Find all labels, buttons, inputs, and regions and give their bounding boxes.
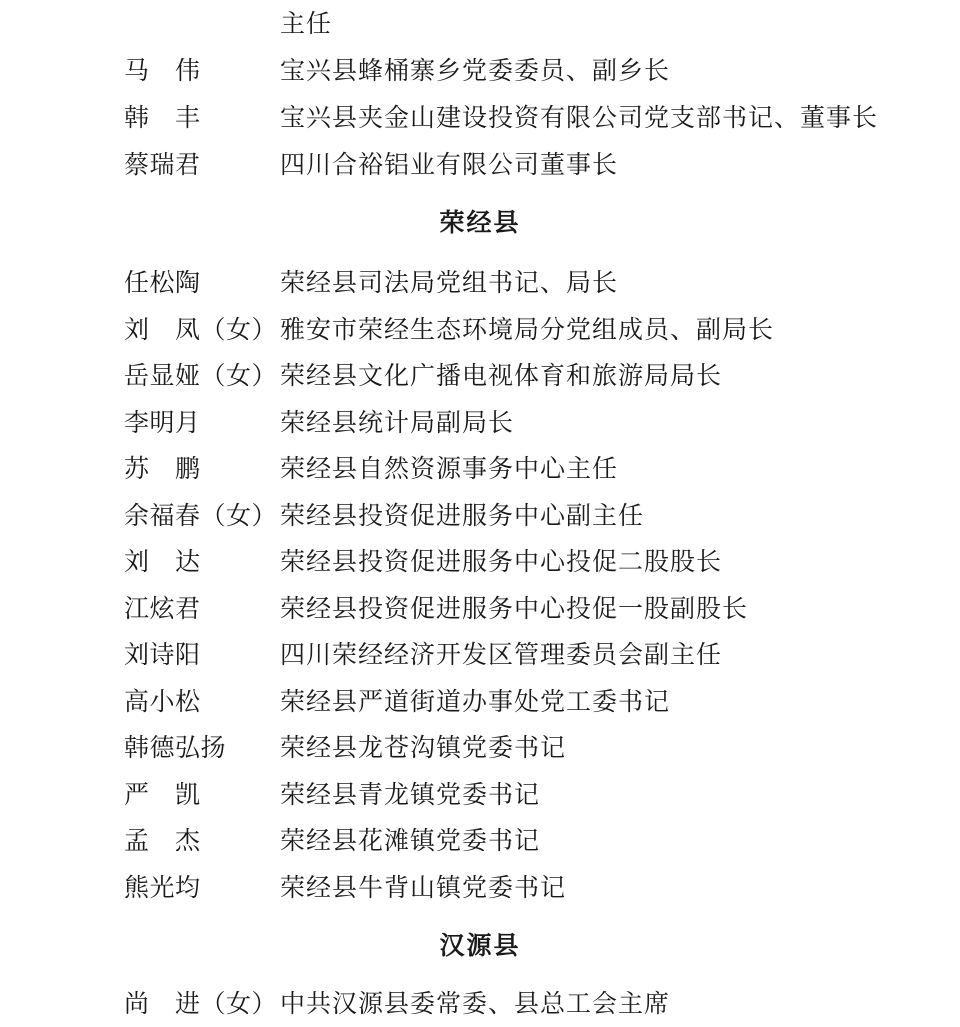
entry-title: 荣经县青龙镇党委书记 (280, 780, 541, 809)
entry-name: 刘 凤（女） (124, 315, 278, 344)
entry-name: 蔡瑞君 (124, 150, 201, 179)
entry-title: 荣经县自然资源事务中心主任 (280, 454, 619, 483)
entry-title: 荣经县龙苍沟镇党委书记 (280, 733, 567, 762)
entry-title: 荣经县严道街道办事处党工委书记 (280, 687, 671, 716)
entry-name: 江炫君 (124, 594, 201, 623)
entry-title: 荣经县司法局党组书记、局长 (280, 268, 619, 297)
entry-title: 荣经县花滩镇党委书记 (280, 826, 541, 855)
entry-title: 宝兴县蜂桶寨乡党委委员、副乡长 (280, 56, 671, 85)
entry-name: 刘诗阳 (124, 640, 201, 669)
entry-title: 荣经县牛背山镇党委书记 (280, 873, 567, 902)
entry-title: 中共汉源县委常委、县总工会主席 (280, 989, 671, 1018)
entry-name: 李明月 (124, 408, 201, 437)
entry-name: 苏 鹏 (124, 454, 201, 483)
entry-name: 岳显娅（女） (124, 361, 278, 390)
entry-name: 任松陶 (124, 268, 201, 297)
entry-name: 孟 杰 (124, 826, 201, 855)
continuation-text: 主任 (280, 9, 333, 38)
entry-name: 韩 丰 (124, 103, 201, 132)
entry-title: 荣经县统计局副局长 (280, 408, 515, 437)
section-heading-hanyuan: 汉源县 (439, 931, 521, 960)
entry-name: 熊光均 (124, 873, 201, 902)
entry-name: 尚 进（女） (124, 989, 278, 1018)
section-heading-yingjing: 荣经县 (439, 208, 521, 237)
entry-name: 刘 达 (124, 547, 201, 576)
entry-title: 荣经县文化广播电视体育和旅游局局长 (280, 361, 723, 390)
entry-title: 雅安市荣经生态环境局分党组成员、副局长 (280, 315, 775, 344)
entry-name: 严 凯 (124, 780, 201, 809)
entry-title: 宝兴县夹金山建设投资有限公司党支部书记、董事长 (280, 103, 879, 132)
entry-title: 四川合裕铝业有限公司董事长 (280, 150, 619, 179)
entry-title: 荣经县投资促进服务中心投促二股股长 (280, 547, 723, 576)
entry-title: 荣经县投资促进服务中心副主任 (280, 501, 645, 530)
entry-name: 马 伟 (124, 56, 201, 85)
entry-name: 韩德弘扬 (124, 733, 227, 762)
entry-name: 高小松 (124, 687, 201, 716)
entry-title: 荣经县投资促进服务中心投促一股副股长 (280, 594, 749, 623)
entry-name: 余福春（女） (124, 501, 278, 530)
entry-title: 四川荣经经济开发区管理委员会副主任 (280, 640, 723, 669)
